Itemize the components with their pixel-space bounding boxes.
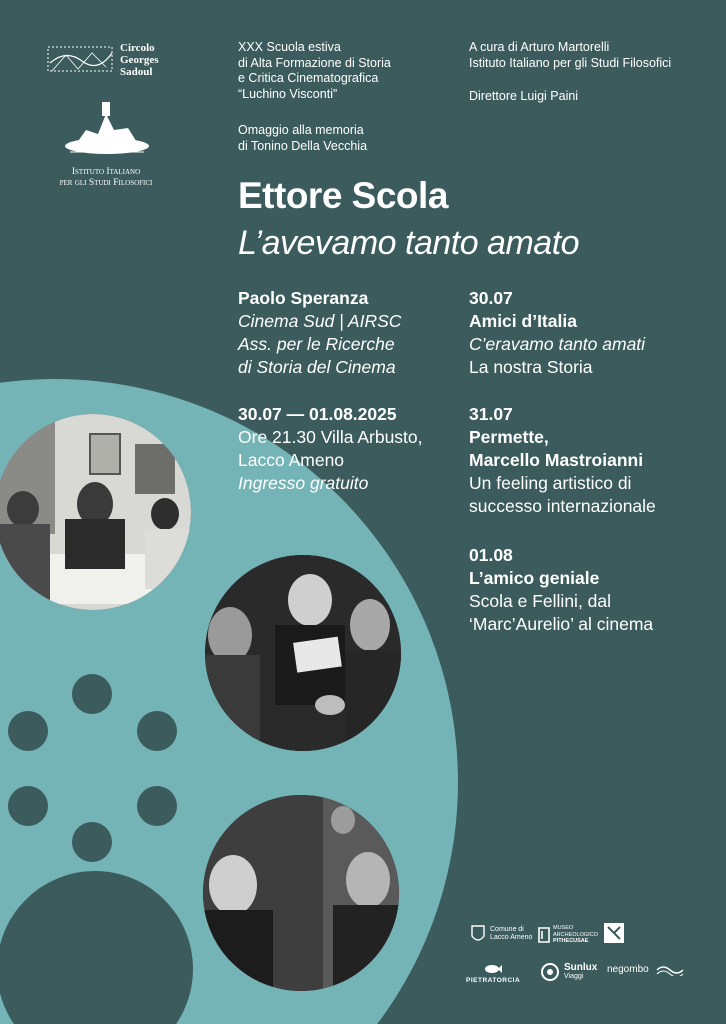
reel-hole	[72, 674, 112, 714]
speaker-block: Paolo Speranza Cinema Sud | AIRSC Ass. per le Ricerche di Storia del Cinema	[238, 288, 402, 377]
sponsor-museo: MUSEO ARCHEOLOGICO PITHECUSAE	[538, 925, 598, 945]
sponsor-negombo: negombo	[607, 964, 649, 975]
istituto-filosofici-logo-icon	[62, 100, 152, 160]
direttore-info: Direttore Luigi Paini	[469, 89, 579, 103]
event-dates: 30.07 — 01.08.2025	[238, 404, 397, 424]
speaker-name: Paolo Speranza	[238, 288, 369, 308]
wave-logo-icon	[656, 964, 684, 976]
comune-crest-icon	[470, 924, 486, 944]
sponsor-pietratorcia: PIETRATORCIA	[466, 961, 520, 984]
curatela-info: A cura di Arturo Martorelli Istituto Italiano per gli Studi Filosofici	[469, 40, 672, 70]
museo-logo-icon	[538, 927, 550, 943]
reel-hole	[8, 711, 48, 751]
reel-hole	[72, 822, 112, 862]
school-info: XXX Scuola estiva di Alta Formazione di Storia e Critica Cinematografica “Luchino Visconti”	[238, 40, 391, 101]
reel-hole	[137, 786, 177, 826]
circolo-sadoul-name: Circolo Georges Sadoul	[120, 42, 159, 78]
event-entry: Ingresso gratuito	[238, 473, 369, 493]
program-day-1: 30.07 Amici d’Italia C’eravamo tanto amati La nostra Storia	[469, 288, 646, 377]
reel-hole	[137, 711, 177, 751]
sponsor-comune: Comune di Lacco Ameno	[470, 924, 532, 944]
sunlux-sun-icon	[540, 962, 560, 982]
istituto-filosofici-name: Istituto Italiano per gli Studi Filosofici	[59, 167, 153, 188]
program-day-2: 31.07 Permette, Marcello Mastroianni Un feeling artistico di successo internazionale	[469, 404, 656, 516]
circolo-sadoul-logo-icon	[46, 43, 116, 77]
photo-scola-mastroianni	[205, 555, 401, 751]
subtitle: L’avevamo tanto amato	[238, 224, 580, 262]
omaggio-info: Omaggio alla memoria di Tonino Della Vecchia	[238, 123, 368, 153]
pietratorcia-fish-icon	[484, 964, 502, 974]
reel-hole	[8, 786, 48, 826]
photo-scola-portrait	[203, 795, 399, 991]
main-title: Ettore Scola	[238, 175, 448, 216]
program-day-3: 01.08 L’amico geniale Scola e Fellini, dal ‘Marc’Aurelio’ al cinema	[469, 545, 654, 634]
sponsor-sunlux: Sunlux Viaggi	[540, 962, 597, 982]
event-block: 30.07 — 01.08.2025 Ore 21.30 Villa Arbusto, Lacco Ameno Ingresso gratuito	[238, 404, 423, 493]
photo-restaurant-scene	[0, 414, 191, 610]
region-logo-icon	[603, 922, 625, 944]
